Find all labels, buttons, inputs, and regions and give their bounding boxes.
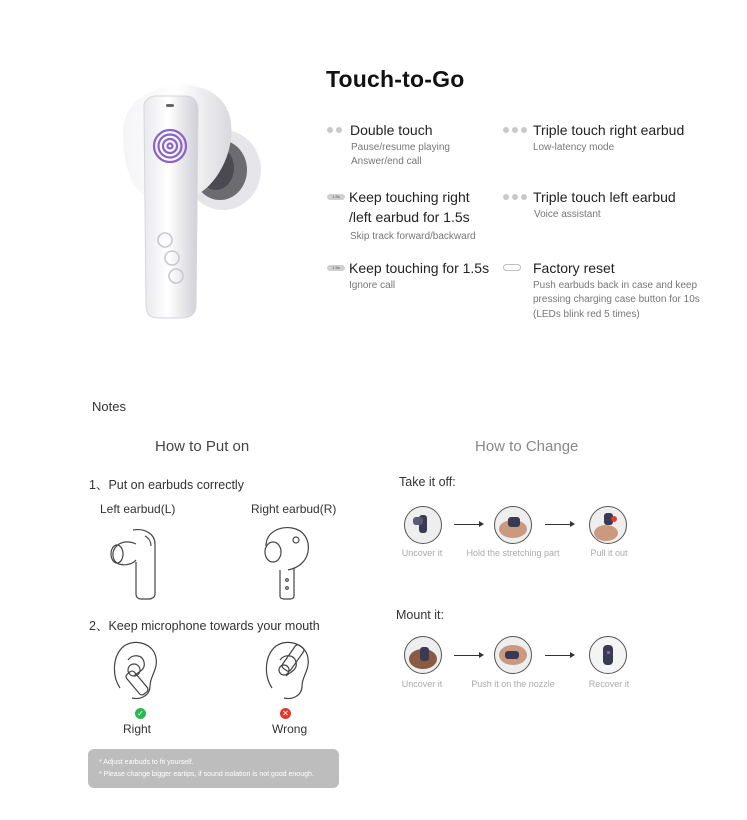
arrow-icon	[454, 524, 480, 525]
check-icon: ✓	[135, 708, 146, 719]
pull-out-step-image	[589, 506, 627, 544]
tips-box	[88, 749, 339, 788]
arrow-icon	[545, 524, 571, 525]
triple-dot-icon	[503, 194, 527, 200]
double-dot-icon	[327, 127, 342, 133]
how-to-change-title: How to Change	[475, 438, 579, 455]
tip-line: * Please change bigger eartips, if sound isolation is not good enough.	[99, 771, 314, 778]
gesture-desc: Skip track forward/backward	[350, 231, 476, 242]
hold-icon: 1.5s	[327, 265, 345, 271]
wrong-label: Wrong	[272, 722, 308, 736]
tip-line: * Adjust earbuds to fit yourself.	[99, 759, 194, 766]
arrow-icon	[570, 521, 575, 527]
how-to-put-on-title: How to Put on	[155, 438, 250, 455]
ear-correct-illustration	[110, 640, 170, 702]
step-2: 2、Keep microphone towards your mouth	[89, 619, 320, 633]
left-earbud-label: Left earbud(L)	[100, 502, 176, 516]
arrow-icon	[545, 655, 571, 656]
step-caption: Recover it	[588, 679, 630, 689]
take-off-label: Take it off:	[399, 475, 456, 489]
step-caption: Uncover it	[401, 679, 443, 689]
gesture-desc: Low-latency mode	[533, 142, 615, 153]
hold-icon: 1.5s	[327, 194, 345, 200]
gesture-desc: Voice assistant	[534, 209, 601, 220]
ear-incorrect-illustration	[262, 640, 322, 702]
gesture-desc: Pause/resume playing	[351, 142, 450, 153]
uncover-step-image	[404, 506, 442, 544]
arrow-icon	[479, 521, 484, 527]
gesture-desc: Answer/end call	[351, 156, 422, 167]
mount-label: Mount it:	[396, 608, 444, 622]
gesture-desc: Ignore call	[349, 280, 396, 291]
right-label: Right	[123, 722, 152, 736]
gesture-name-hold-skip-line2: /left earbud for 1.5s	[349, 209, 470, 225]
gesture-name-hold-ignore: Keep touching for 1.5s	[349, 260, 490, 276]
earbud-product-image	[108, 78, 268, 323]
step-caption: Push it on the nozzle	[471, 679, 555, 689]
push-nozzle-step-image	[494, 636, 532, 674]
step-caption: Uncover it	[401, 548, 443, 558]
uncover-mount-step-image	[404, 636, 442, 674]
arrow-icon	[479, 652, 484, 658]
cross-icon: ✕	[280, 708, 291, 719]
case-button-icon	[503, 264, 521, 271]
gesture-name-hold-skip: Keep touching right	[349, 189, 470, 205]
gesture-name-triple-left: Triple touch left earbud	[533, 189, 676, 205]
right-earbud-label: Right earbud(R)	[251, 502, 337, 516]
gesture-desc: Push earbuds back in case and keep	[533, 280, 697, 291]
triple-dot-icon	[503, 127, 527, 133]
gesture-desc: (LEDs blink red 5 times)	[533, 309, 640, 320]
notes-heading: Notes	[92, 399, 126, 414]
arrow-icon	[454, 655, 480, 656]
gesture-desc: pressing charging case button for 10s	[533, 294, 700, 305]
step-caption: Pull it out	[590, 548, 628, 558]
page-title: Touch-to-Go	[326, 66, 465, 92]
hold-stretch-step-image	[494, 506, 532, 544]
left-earbud-illustration	[105, 524, 165, 600]
arrow-icon	[570, 652, 575, 658]
gesture-name-triple-right: Triple touch right earbud	[533, 122, 685, 138]
right-earbud-illustration	[258, 524, 314, 600]
step-caption: Hold the stretching part	[466, 548, 560, 558]
gesture-name-factory-reset: Factory reset	[533, 260, 615, 276]
step-1: 1、Put on earbuds correctly	[89, 478, 244, 492]
gesture-name-double-touch: Double touch	[350, 122, 433, 138]
recover-step-image	[589, 636, 627, 674]
